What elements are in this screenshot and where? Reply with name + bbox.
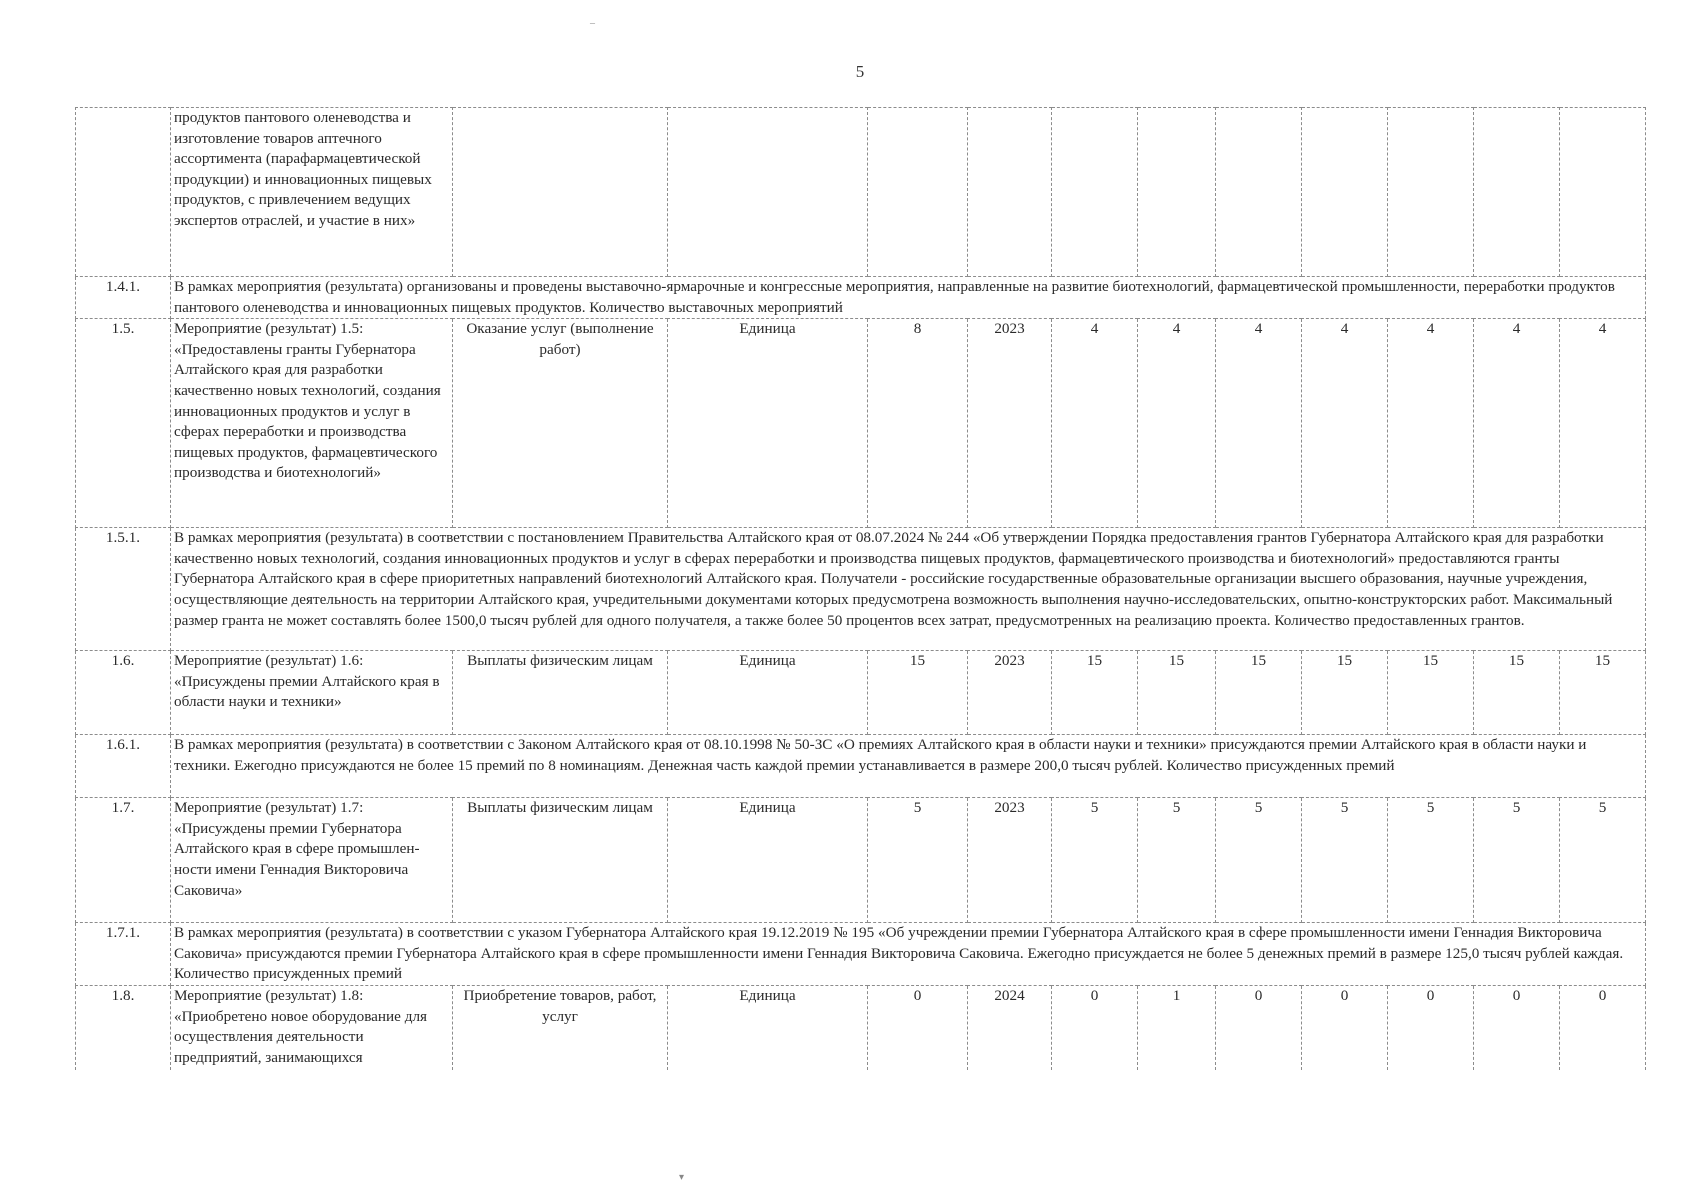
row-number: 1.5.1. — [76, 528, 171, 651]
year-value: 4 — [1216, 319, 1302, 528]
scan-artifact: ▾ — [679, 1172, 685, 1183]
year-value — [1560, 108, 1646, 277]
row-number: 1.6.1. — [76, 735, 171, 798]
unit-of-measure: Единица — [668, 986, 868, 1071]
unit-of-measure: Единица — [668, 319, 868, 528]
row-number: 1.7.1. — [76, 923, 171, 986]
row-number: 1.8. — [76, 986, 171, 1071]
description-text: В рамках мероприятия (результата) в соответствии с Законом Алтайского края от 08.10.1998 № 50-ЗС «О премиях Алтайского края в области науки и техники» присуждаются премии Алтайского края в области науки и техники. Ежегодно присуждаются не более 15 премий по 8 номинациям. Денежная часть каждой премии устанавливается в размере 200,0 тысяч рублей. Количество присужденных премий — [171, 735, 1646, 798]
year-value: 5 — [1052, 798, 1138, 923]
year-value: 4 — [1138, 319, 1216, 528]
base-year: 2023 — [968, 651, 1052, 735]
row-number: 1.4.1. — [76, 277, 171, 319]
event-type: Выплаты физическим лицам — [453, 651, 668, 735]
year-value: 4 — [1302, 319, 1388, 528]
base-value — [868, 108, 968, 277]
base-year — [968, 108, 1052, 277]
year-value: 5 — [1388, 798, 1474, 923]
table-row — [76, 108, 1646, 277]
year-value: 4 — [1474, 319, 1560, 528]
indicators-table — [75, 107, 1646, 1070]
table-row — [76, 651, 1646, 735]
year-value: 15 — [1302, 651, 1388, 735]
year-value: 1 — [1138, 986, 1216, 1071]
year-value: 15 — [1138, 651, 1216, 735]
table-row — [76, 319, 1646, 528]
year-value: 0 — [1052, 986, 1138, 1071]
unit-of-measure — [668, 108, 868, 277]
year-value — [1474, 108, 1560, 277]
description-text: В рамках мероприятия (результата) в соответствии с постановлением Правительства Алтайского края от 08.07.2024 № 244 «Об утверждении Порядка предоставления грантов Губернатора Алтайского края для разработки качественно новых технологий, создания инновационных продуктов и услуг в сферах переработки и производства пищевых продуктов, фармацевтического производства и биотехнологий» предоставляются гранты Губернатора Алтайского края в сфере приоритетных направлений биотехнологий Алтайского края. Получатели - российские государственные образовательные организации высшего образования, научные учреждения, осуществляющие деятельность на территории Алтайского края, учредительными документами которых предусмотрена возможность выполнения научно-исследовательских, опытно-конструкторских работ. Максимальный размер гранта не может составлять более 1500,0 тысяч рублей для одного получателя, а также более 50 процентов всех затрат, предусмотренных на реализацию проекта. Количество предоставленных грантов. — [171, 528, 1646, 651]
year-value — [1216, 108, 1302, 277]
year-value: 15 — [1560, 651, 1646, 735]
description-text: В рамках мероприятия (результата) в соответствии с указом Губернатора Алтайского края 19.12.2019 № 195 «Об учреждении премии Губернатора Алтайского края в сфере промышленности имени Геннадия Викторовича Саковича» присуждаются премии Губернатора Алтайского края в сфере промышленности имени Геннадия Викторовича Саковича. Ежегодно присуждается не более 5 денежных премий в размере 125,0 тысяч рублей каждая. Количество присужденных премий — [171, 923, 1646, 986]
base-value: 8 — [868, 319, 968, 528]
event-type: Приобретение товаров, работ, услуг — [453, 986, 668, 1071]
year-value: 5 — [1216, 798, 1302, 923]
table-row — [76, 798, 1646, 923]
event-name: Мероприятие (результат) 1.5: «Предоставлены гранты Губернатора Алтайского края для разработки качественно новых технологий, создания инновационных продуктов и услуг в сферах переработки и производства пищевых продуктов, фармацевтического производства и биотехнологий» — [171, 319, 453, 528]
description-row — [76, 528, 1646, 651]
event-type: Выплаты физическим лицам — [453, 798, 668, 923]
table-row — [76, 986, 1646, 1071]
year-value: 5 — [1138, 798, 1216, 923]
year-value: 15 — [1216, 651, 1302, 735]
year-value: 15 — [1388, 651, 1474, 735]
year-value: 0 — [1302, 986, 1388, 1071]
year-value — [1138, 108, 1216, 277]
description-row — [76, 923, 1646, 986]
row-number: 1.6. — [76, 651, 171, 735]
year-value: 0 — [1560, 986, 1646, 1071]
year-value: 5 — [1474, 798, 1560, 923]
event-name: Мероприятие (результат) 1.8: «Приобретено новое оборудование для осуществления деятельности предприятий, занимающихся — [171, 986, 453, 1071]
year-value — [1302, 108, 1388, 277]
base-year: 2023 — [968, 798, 1052, 923]
base-value: 5 — [868, 798, 968, 923]
event-type: Оказание услуг (выполнение работ) — [453, 319, 668, 528]
description-row — [76, 277, 1646, 319]
scan-artifact: ‒ — [590, 18, 595, 29]
description-row — [76, 735, 1646, 798]
year-value: 0 — [1388, 986, 1474, 1071]
base-value: 0 — [868, 986, 968, 1071]
year-value: 5 — [1302, 798, 1388, 923]
year-value: 4 — [1052, 319, 1138, 528]
unit-of-measure: Единица — [668, 651, 868, 735]
description-text: В рамках мероприятия (результата) организованы и проведены выставочно-ярмарочные и конгрессные мероприятия, направленные на развитие биотехнологий, фармацевтической промышленности, переработки продуктов пантового оленеводства и инновационных пищевых продуктов. Количество выставочных мероприятий — [171, 277, 1646, 319]
year-value: 15 — [1474, 651, 1560, 735]
base-year: 2023 — [968, 319, 1052, 528]
row-number: 1.7. — [76, 798, 171, 923]
year-value: 0 — [1216, 986, 1302, 1071]
year-value: 5 — [1560, 798, 1646, 923]
year-value — [1388, 108, 1474, 277]
page-number: 5 — [855, 62, 865, 81]
row-number — [76, 108, 171, 277]
event-name: Мероприятие (результат) 1.7: «Присуждены премии Губернатора Алтайского края в сфере промышлен-ности имени Геннадия Викторовича Саковича» — [171, 798, 453, 923]
event-name: Мероприятие (результат) 1.6: «Присуждены премии Алтайского края в области науки и техники» — [171, 651, 453, 735]
base-year: 2024 — [968, 986, 1052, 1071]
year-value: 0 — [1474, 986, 1560, 1071]
unit-of-measure: Единица — [668, 798, 868, 923]
base-value: 15 — [868, 651, 968, 735]
event-name: продуктов пантового оленеводства и изготовление товаров аптечного ассортимента (парафармацевтической продукции) и инновационных пищевых продуктов, с привлечением ведущих экспертов отраслей, и участие в них» — [171, 108, 453, 277]
year-value: 4 — [1388, 319, 1474, 528]
row-number: 1.5. — [76, 319, 171, 528]
event-type — [453, 108, 668, 277]
year-value: 15 — [1052, 651, 1138, 735]
year-value — [1052, 108, 1138, 277]
year-value: 4 — [1560, 319, 1646, 528]
